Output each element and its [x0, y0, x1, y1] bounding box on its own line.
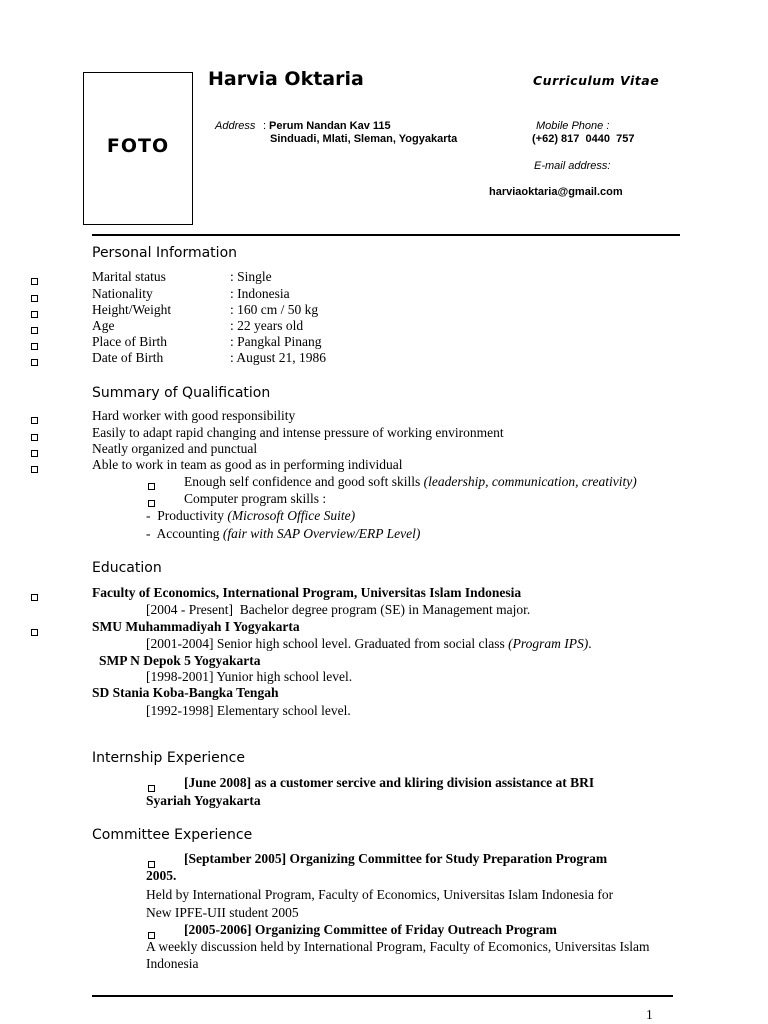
committee-heading: Committee Experience	[92, 827, 253, 843]
summary-item: Easily to adapt rapid changing and intense pressure of working environment	[92, 425, 504, 440]
committee-description: Held by International Program, Faculty of Economics, Universitas Islam Indonesia for	[146, 887, 614, 902]
committee-description: Indonesia	[146, 956, 199, 971]
personal-value: : Pangkal Pinang	[230, 334, 322, 349]
bullet-square-icon	[31, 588, 38, 606]
address-line-2: Sinduadi, Mlati, Sleman, Yogyakarta	[270, 133, 458, 145]
personal-label: Date of Birth	[92, 350, 164, 365]
bullet-square-icon	[31, 411, 38, 429]
summary-item: Neatly organized and punctual	[92, 441, 258, 456]
personal-value: : 160 cm / 50 kg	[230, 302, 319, 317]
bullet-square-icon	[31, 460, 38, 478]
skill-item: - Accounting (fair with SAP Overview/ERP Level)	[146, 526, 421, 541]
education-detail: [1998-2001] Yunior high school level.	[146, 669, 353, 684]
personal-value: : Indonesia	[230, 286, 290, 301]
personal-label: Nationality	[92, 286, 153, 301]
personal-value: : 22 years old	[230, 318, 304, 333]
footer-divider	[92, 995, 673, 997]
education-title: SD Stania Koba-Bangka Tengah	[92, 685, 279, 700]
internship-heading: Internship Experience	[92, 750, 245, 766]
bullet-square-icon	[31, 353, 38, 371]
education-title: Faculty of Economics, International Program, Universitas Islam Indonesia	[92, 585, 522, 600]
education-detail: [1992-1998] Elementary school level.	[146, 703, 351, 718]
mobile-label: Mobile Phone :	[536, 120, 610, 132]
summary-item: Hard worker with good responsibility	[92, 408, 296, 423]
document-title: Curriculum Vitae	[533, 73, 660, 88]
committee-description: A weekly discussion held by International Program, Faculty of Ecomonics, Universitas Islam	[146, 939, 650, 954]
committee-title: [2005-2006] Organizing Committee of Friday Outreach Program	[184, 922, 557, 937]
education-detail: [2004 - Present] Bachelor degree program (SE) in Management major.	[146, 602, 531, 617]
address-line-1: Perum Nandan Kav 115	[269, 120, 391, 132]
education-title: SMU Muhammadiyah I Yogyakarta	[92, 619, 300, 634]
personal-value: : Single	[230, 269, 272, 284]
education-heading: Education	[92, 560, 162, 576]
personal-label: Height/Weight	[92, 302, 172, 317]
internship-item-continued: Syariah Yogyakarta	[146, 793, 261, 808]
committee-title: [Septamber 2005] Organizing Committee for Study Preparation Program	[184, 851, 608, 866]
page-number: 1	[646, 1007, 653, 1022]
internship-item: [June 2008] as a customer sercive and kliring division assistance at BRI	[184, 775, 595, 790]
header-divider	[92, 234, 680, 236]
summary-sub-item: Enough self confidence and good soft skills (leadership, communication, creativity)	[184, 474, 637, 489]
photo-label: FOTO	[106, 135, 170, 157]
personal-info-heading: Personal Information	[92, 245, 238, 261]
personal-label: Place of Birth	[92, 334, 167, 349]
candidate-name: Harvia Oktaria	[208, 68, 364, 90]
skill-item: - Productivity (Microsoft Office Suite)	[146, 508, 356, 523]
education-title: SMP N Depok 5 Yogyakarta	[99, 653, 261, 668]
personal-label: Marital status	[92, 269, 166, 284]
bullet-square-icon	[31, 272, 38, 290]
address-separator: :	[263, 120, 267, 132]
committee-description: New IPFE-UII student 2005	[146, 905, 299, 920]
personal-value: : August 21, 1986	[230, 350, 327, 365]
committee-title-continued: 2005.	[146, 868, 177, 883]
summary-heading: Summary of Qualification	[92, 385, 271, 401]
email-value: harviaoktaria@gmail.com	[489, 186, 623, 198]
education-detail: [2001-2004] Senior high school level. Graduated from social class (Program IPS).	[146, 636, 592, 651]
mobile-value: (+62) 817 0440 757	[532, 133, 635, 145]
personal-label: Age	[92, 318, 115, 333]
address-label: Address	[215, 120, 256, 132]
bullet-square-icon	[31, 623, 38, 641]
summary-item: Able to work in team as good as in performing individual	[92, 457, 403, 472]
email-label: E-mail address:	[534, 160, 611, 172]
bullet-square-icon	[148, 477, 155, 495]
summary-sub-item: Computer program skills :	[184, 491, 327, 506]
